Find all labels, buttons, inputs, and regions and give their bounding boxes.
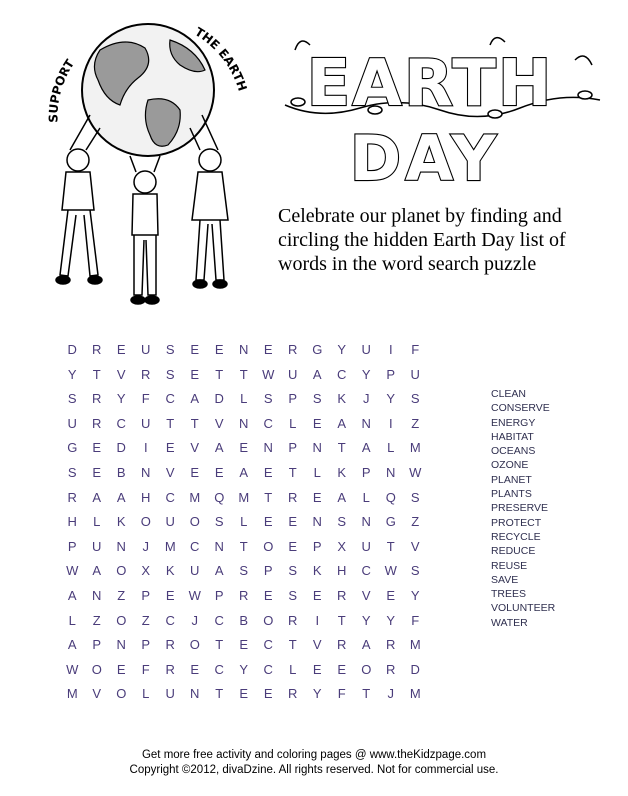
word-list-item: PRESERVE	[491, 502, 548, 515]
grid-letter[interactable]: E	[288, 514, 298, 530]
grid-letter[interactable]: N	[361, 415, 371, 431]
grid-letter[interactable]: E	[312, 489, 322, 505]
grid-letter[interactable]: W	[262, 366, 275, 382]
right-girl-figure	[190, 115, 228, 288]
grid-letter[interactable]: C	[263, 415, 273, 431]
word-list-item: REDUCE	[491, 545, 536, 558]
grid-letter[interactable]: C	[214, 661, 224, 677]
grid-letter[interactable]: U	[288, 366, 298, 382]
grid-letter[interactable]: X	[141, 563, 151, 579]
word-list-item: CONSERVE	[491, 402, 550, 415]
grid-letter[interactable]: S	[410, 489, 420, 505]
grid-letter[interactable]: Y	[239, 661, 249, 677]
grid-letter[interactable]: K	[116, 514, 126, 530]
grid-letter[interactable]: E	[312, 587, 322, 603]
grid-letter[interactable]: S	[239, 563, 249, 579]
support-arc-text: SUPPORT	[46, 56, 78, 123]
grid-letter[interactable]: E	[263, 686, 273, 702]
word-list-item: OZONE	[491, 459, 529, 472]
grid-letter[interactable]: L	[240, 391, 248, 407]
word-list	[491, 387, 555, 630]
intro-text: Celebrate our planet by finding and circling the hidden Earth Day list of words in the word search puzzle	[278, 205, 566, 275]
grid-letter[interactable]: P	[214, 587, 224, 603]
grid-letter[interactable]: T	[239, 366, 248, 382]
grid-letter[interactable]: O	[189, 514, 200, 530]
grid-letter[interactable]: R	[288, 612, 298, 628]
grid-letter[interactable]: C	[165, 612, 175, 628]
grid-letter[interactable]: D	[116, 440, 126, 456]
grid-letter[interactable]: I	[315, 612, 320, 628]
grid-letter[interactable]: U	[92, 538, 102, 554]
grid-letter[interactable]: Y	[116, 391, 126, 407]
grid-letter[interactable]: V	[190, 440, 200, 456]
grid-letter[interactable]: E	[190, 464, 200, 480]
grid-letter[interactable]: E	[337, 661, 347, 677]
grid-letter[interactable]: E	[92, 464, 102, 480]
grid-letter[interactable]: E	[288, 538, 298, 554]
word-list-item: PLANTS	[491, 488, 532, 501]
grid-letter[interactable]: T	[239, 538, 248, 554]
grid-letter[interactable]: N	[92, 587, 102, 603]
grid-letter[interactable]: S	[337, 514, 347, 530]
grid-letter[interactable]: E	[190, 661, 200, 677]
grid-letter[interactable]: H	[141, 489, 151, 505]
grid-letter[interactable]: S	[410, 391, 420, 407]
grid-letter[interactable]: G	[67, 440, 78, 456]
grid-letter[interactable]: R	[337, 587, 347, 603]
grid-letter[interactable]: R	[92, 415, 102, 431]
grid-letter[interactable]: L	[93, 514, 101, 530]
grid-letter[interactable]: R	[386, 661, 396, 677]
grid-letter[interactable]: U	[361, 538, 371, 554]
grid-letter[interactable]: R	[67, 489, 77, 505]
grid-letter[interactable]: J	[387, 686, 394, 702]
grid-letter[interactable]: P	[92, 637, 102, 653]
grid-letter[interactable]: H	[67, 514, 77, 530]
word-list-item: CLEAN	[491, 388, 527, 400]
grid-letter[interactable]: E	[116, 661, 126, 677]
grid-letter[interactable]: R	[239, 587, 249, 603]
grid-letter[interactable]: L	[142, 686, 150, 702]
grid-letter[interactable]: B	[116, 464, 126, 480]
grid-letter[interactable]: V	[165, 464, 175, 480]
grid-letter[interactable]: E	[312, 661, 322, 677]
grid-letter[interactable]: E	[239, 440, 249, 456]
grid-letter[interactable]: Y	[386, 612, 396, 628]
grid-letter[interactable]: C	[165, 391, 175, 407]
grid-letter[interactable]: V	[116, 366, 126, 382]
word-list-item: SAVE	[491, 573, 519, 586]
grid-letter[interactable]: U	[361, 342, 371, 357]
grid-letter[interactable]: N	[214, 538, 224, 554]
grid-letter[interactable]: R	[386, 637, 396, 653]
grid-letter[interactable]: S	[214, 514, 224, 530]
grid-letter[interactable]: A	[214, 440, 224, 456]
grid-letter[interactable]: T	[288, 637, 297, 653]
grid-letter[interactable]: T	[215, 686, 224, 702]
grid-letter[interactable]: O	[140, 514, 151, 530]
grid-letter[interactable]: Y	[361, 366, 371, 382]
grid-letter[interactable]: S	[165, 366, 175, 382]
grid-letter[interactable]: N	[312, 440, 322, 456]
grid-letter[interactable]: C	[263, 661, 273, 677]
grid-letter[interactable]: O	[116, 612, 127, 628]
grid-letter[interactable]: L	[68, 612, 76, 628]
grid-letter[interactable]: Z	[411, 514, 420, 530]
grid-letter[interactable]: J	[363, 391, 370, 407]
grid-letter[interactable]: N	[239, 342, 249, 357]
grid-letter[interactable]: O	[263, 538, 274, 554]
grid-letter[interactable]: U	[141, 342, 151, 357]
grid-letter[interactable]: F	[141, 391, 150, 407]
grid-letter[interactable]: T	[386, 538, 395, 554]
grid-letter[interactable]: P	[386, 366, 396, 382]
grid-letter[interactable]: C	[190, 538, 200, 554]
earth-day-title	[280, 30, 610, 200]
grid-letter[interactable]: P	[288, 391, 298, 407]
grid-letter[interactable]: E	[190, 366, 200, 382]
grid-letter[interactable]: C	[116, 415, 126, 431]
grid-letter[interactable]: K	[165, 563, 175, 579]
grid-letter[interactable]: D	[214, 391, 224, 407]
grid-letter[interactable]: C	[337, 366, 347, 382]
grid-letter[interactable]: G	[385, 514, 396, 530]
grid-letter[interactable]: K	[312, 563, 322, 579]
grid-letter[interactable]: E	[386, 587, 396, 603]
grid-letter[interactable]: S	[67, 464, 77, 480]
grid-letter[interactable]: P	[263, 563, 273, 579]
grid-letter[interactable]: Y	[312, 686, 322, 702]
grid-letter[interactable]: S	[312, 391, 322, 407]
grid-letter[interactable]: J	[191, 612, 198, 628]
grid-letter[interactable]: N	[141, 464, 151, 480]
grid-letter[interactable]: P	[361, 464, 371, 480]
grid-letter[interactable]: M	[66, 686, 78, 702]
grid-letter[interactable]: L	[362, 489, 370, 505]
grid-letter[interactable]: X	[337, 538, 347, 554]
grid-letter[interactable]: A	[92, 563, 102, 579]
grid-letter[interactable]: O	[361, 661, 372, 677]
grid-letter[interactable]: O	[263, 612, 274, 628]
grid-letter[interactable]: P	[288, 440, 298, 456]
earth-kids-illustration	[30, 10, 255, 310]
grid-letter[interactable]: G	[312, 342, 323, 357]
grid-letter[interactable]: I	[388, 415, 393, 431]
grid-letter[interactable]: H	[337, 563, 347, 579]
grid-letter[interactable]: U	[67, 415, 77, 431]
grid-letter[interactable]: F	[141, 661, 150, 677]
grid-letter[interactable]: P	[67, 538, 77, 554]
grid-letter[interactable]: S	[288, 587, 298, 603]
word-list-item: REUSE	[491, 559, 528, 572]
grid-letter[interactable]: V	[92, 686, 102, 702]
grid-letter[interactable]: A	[312, 366, 322, 382]
grid-letter[interactable]: A	[239, 464, 249, 480]
grid-letter[interactable]: Y	[386, 391, 396, 407]
grid-letter[interactable]: P	[141, 637, 151, 653]
grid-letter[interactable]: D	[67, 342, 77, 357]
grid-letter[interactable]: W	[409, 464, 422, 480]
grid-letter[interactable]: F	[411, 612, 420, 628]
grid-letter[interactable]: T	[264, 489, 273, 505]
grid-letter[interactable]: L	[289, 661, 297, 677]
word-list-item: PROTECT	[491, 516, 542, 529]
grid-letter[interactable]: Y	[361, 612, 371, 628]
grid-letter[interactable]: F	[411, 342, 420, 357]
word-list-item: TREES	[491, 588, 527, 601]
grid-letter[interactable]: O	[91, 661, 102, 677]
grid-letter[interactable]: M	[238, 489, 250, 505]
grid-letter[interactable]: T	[288, 464, 297, 480]
grid-letter[interactable]: R	[92, 342, 102, 357]
grid-letter[interactable]: N	[386, 464, 396, 480]
grid-letter[interactable]: I	[143, 440, 148, 456]
grid-letter[interactable]: O	[116, 686, 127, 702]
grid-letter[interactable]: U	[190, 563, 200, 579]
grid-letter[interactable]: T	[337, 440, 346, 456]
grid-letter[interactable]: U	[141, 415, 151, 431]
grid-letter[interactable]: S	[263, 391, 273, 407]
grid-letter[interactable]: E	[165, 587, 175, 603]
grid-letter[interactable]: R	[165, 637, 175, 653]
grid-letter[interactable]: E	[263, 464, 273, 480]
footer-promo: Get more free activity and coloring pages @ www.theKidzpage.com	[141, 749, 487, 761]
grid-letter[interactable]: Q	[214, 489, 225, 505]
grid-letter[interactable]: E	[92, 440, 102, 456]
grid-letter[interactable]: E	[263, 342, 273, 357]
grid-letter[interactable]: R	[141, 366, 151, 382]
grid-letter[interactable]: W	[66, 563, 79, 579]
grid-letter[interactable]: A	[67, 587, 77, 603]
grid-letter[interactable]: N	[190, 686, 200, 702]
grid-letter[interactable]: A	[116, 489, 126, 505]
grid-letter[interactable]: E	[312, 415, 322, 431]
grid-letter[interactable]: A	[190, 391, 200, 407]
grid-letter[interactable]: Z	[117, 587, 126, 603]
grid-letter[interactable]: Y	[337, 342, 347, 357]
grid-letter[interactable]: U	[165, 686, 175, 702]
grid-letter[interactable]: N	[312, 514, 322, 530]
grid-letter[interactable]: V	[312, 637, 322, 653]
grid-letter[interactable]: F	[337, 686, 346, 702]
word-search-grid	[60, 338, 428, 707]
grid-letter[interactable]: U	[410, 366, 420, 382]
grid-letter[interactable]: C	[361, 563, 371, 579]
grid-letter[interactable]: S	[67, 391, 77, 407]
grid-letter[interactable]: E	[263, 587, 273, 603]
grid-letter[interactable]: A	[92, 489, 102, 505]
grid-letter[interactable]: Z	[141, 612, 150, 628]
grid-letter[interactable]: T	[92, 366, 101, 382]
grid-letter[interactable]: E	[116, 342, 126, 357]
grid-letter[interactable]: W	[188, 587, 201, 603]
grid-letter[interactable]: R	[92, 391, 102, 407]
grid-letter[interactable]: M	[189, 489, 201, 505]
grid-letter[interactable]: R	[288, 489, 298, 505]
word-list-item: HABITAT	[491, 430, 534, 443]
grid-letter[interactable]: O	[116, 563, 127, 579]
grid-letter[interactable]: S	[165, 342, 175, 357]
grid-letter[interactable]: R	[288, 342, 298, 357]
grid-letter[interactable]: N	[239, 415, 249, 431]
grid-letter[interactable]: E	[263, 514, 273, 530]
word-list-item: OCEANS	[491, 445, 536, 458]
grid-letter[interactable]: W	[384, 563, 397, 579]
word-list-item: RECYCLE	[491, 530, 541, 543]
grid-letter[interactable]: Z	[411, 415, 420, 431]
grid-letter[interactable]: D	[410, 661, 420, 677]
grid-letter[interactable]: Y	[67, 366, 77, 382]
grid-letter[interactable]: P	[141, 587, 151, 603]
grid-letter[interactable]: E	[239, 637, 249, 653]
grid-letter[interactable]: V	[410, 538, 420, 554]
grid-letter[interactable]: K	[337, 464, 347, 480]
grid-letter[interactable]: E	[214, 464, 224, 480]
grid-letter[interactable]: E	[239, 686, 249, 702]
grid-letter[interactable]: Z	[92, 612, 101, 628]
grid-letter[interactable]: C	[165, 489, 175, 505]
grid-letter[interactable]: T	[215, 366, 224, 382]
grid-letter[interactable]: M	[409, 637, 421, 653]
grid-letter[interactable]: A	[214, 563, 224, 579]
grid-letter[interactable]: C	[263, 637, 273, 653]
word-list-item: VOLUNTEER	[491, 602, 556, 615]
grid-letter[interactable]: P	[312, 538, 322, 554]
grid-letter[interactable]: M	[409, 686, 421, 702]
grid-letter[interactable]: I	[388, 342, 393, 357]
grid-letter[interactable]: E	[214, 342, 224, 357]
grid-letter[interactable]: R	[337, 637, 347, 653]
grid-letter[interactable]: R	[288, 686, 298, 702]
grid-letter[interactable]: E	[165, 440, 175, 456]
grid-letter[interactable]: U	[165, 514, 175, 530]
grid-letter[interactable]: T	[190, 415, 199, 431]
grid-letter[interactable]: N	[116, 538, 126, 554]
title-day: DAY	[349, 122, 501, 195]
grid-letter[interactable]: M	[164, 538, 176, 554]
grid-letter[interactable]: A	[361, 440, 371, 456]
grid-letter[interactable]: A	[361, 637, 371, 653]
grid-letter[interactable]: T	[337, 612, 346, 628]
grid-letter[interactable]: R	[165, 661, 175, 677]
footer-copyright: Copyright ©2012, divaDzine. All rights reserved. Not for commercial use.	[129, 764, 499, 776]
word-list-item: ENERGY	[491, 416, 536, 429]
word-list-item: WATER	[491, 616, 528, 629]
grid-letter[interactable]: T	[362, 686, 371, 702]
grid-letter[interactable]: Q	[385, 489, 396, 505]
grid-letter[interactable]: V	[361, 587, 371, 603]
grid-letter[interactable]: A	[67, 637, 77, 653]
title-earth: EARTH	[306, 47, 554, 121]
grid-letter[interactable]: N	[263, 440, 273, 456]
grid-letter[interactable]: L	[289, 415, 297, 431]
grid-letter[interactable]: T	[166, 415, 175, 431]
grid-letter[interactable]: N	[116, 637, 126, 653]
grid-letter[interactable]: S	[288, 563, 298, 579]
left-girl-figure	[56, 115, 102, 284]
footer	[0, 748, 628, 778]
grid-letter[interactable]: A	[337, 415, 347, 431]
grid-letter[interactable]: Y	[410, 587, 420, 603]
grid-letter[interactable]: L	[240, 514, 248, 530]
grid-letter[interactable]: B	[239, 612, 249, 628]
grid-letter[interactable]: S	[410, 563, 420, 579]
grid-letter[interactable]: W	[66, 661, 79, 677]
grid-letter[interactable]: O	[189, 637, 200, 653]
middle-girl-figure	[130, 156, 160, 304]
grid-letter[interactable]: N	[361, 514, 371, 530]
grid-letter[interactable]: A	[337, 489, 347, 505]
grid-letter[interactable]: M	[409, 440, 421, 456]
word-list-item: PLANET	[491, 473, 532, 486]
grid-letter[interactable]: C	[214, 612, 224, 628]
grid-letter[interactable]: K	[337, 391, 347, 407]
grid-letter[interactable]: E	[190, 342, 200, 357]
grid-letter[interactable]: V	[214, 415, 224, 431]
grid-letter[interactable]: J	[142, 538, 149, 554]
grid-letter[interactable]: T	[215, 637, 224, 653]
grid-letter[interactable]: L	[387, 440, 395, 456]
the-earth-arc-text: THE EARTH	[192, 24, 250, 93]
grid-letter[interactable]: L	[313, 464, 321, 480]
